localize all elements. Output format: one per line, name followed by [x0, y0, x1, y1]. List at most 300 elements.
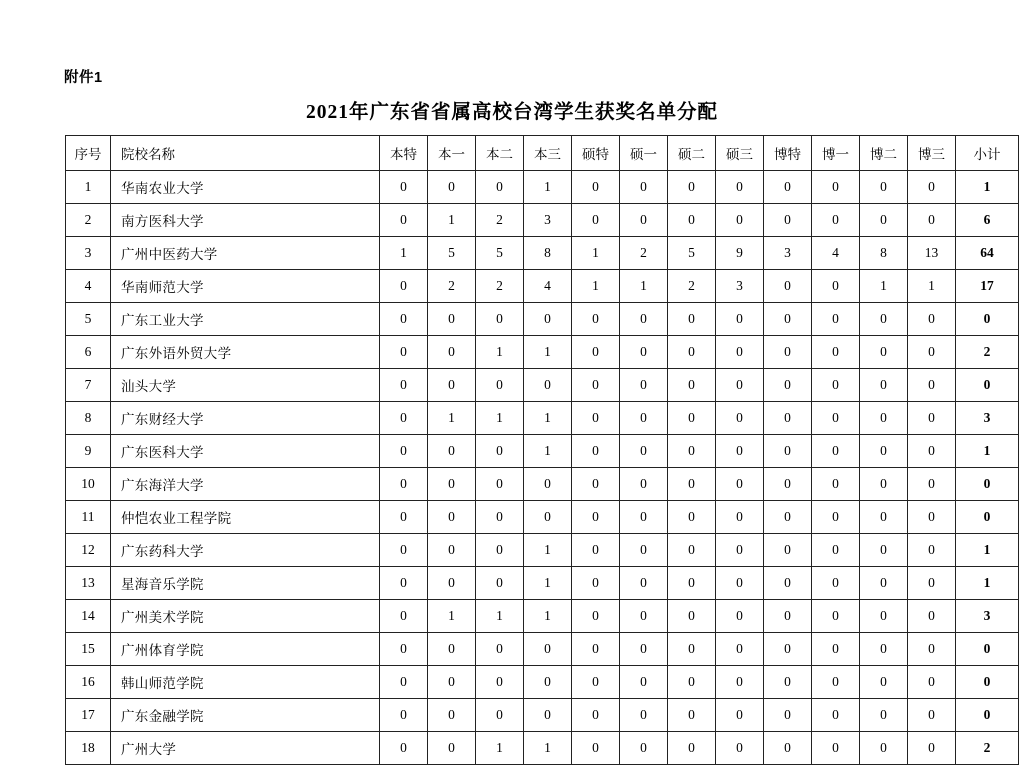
count-cell: 0: [764, 699, 812, 732]
table-row: [66, 336, 1019, 369]
count-cell: 0: [476, 303, 524, 336]
table-row: [66, 369, 1019, 402]
count-cell: 5: [428, 237, 476, 270]
count-cell: 0: [428, 567, 476, 600]
count-cell: 0: [812, 171, 860, 204]
count-cell: 0: [908, 534, 956, 567]
count-cell: 0: [716, 600, 764, 633]
count-cell: 0: [572, 468, 620, 501]
table-column-header: 硕二: [668, 136, 716, 171]
count-cell: 0: [524, 468, 572, 501]
count-cell: 0: [860, 468, 908, 501]
count-cell: 1: [476, 402, 524, 435]
count-cell: 0: [668, 369, 716, 402]
count-cell: 3: [764, 237, 812, 270]
count-cell: 0: [572, 435, 620, 468]
count-cell: 0: [476, 369, 524, 402]
row-index-cell: 9: [66, 435, 111, 468]
count-cell: 0: [476, 666, 524, 699]
row-total-cell: 0: [956, 666, 1019, 699]
count-cell: 0: [476, 699, 524, 732]
count-cell: 0: [620, 369, 668, 402]
count-cell: 0: [716, 732, 764, 765]
count-cell: 0: [428, 534, 476, 567]
count-cell: 0: [716, 435, 764, 468]
table-column-header: 硕三: [716, 136, 764, 171]
count-cell: 0: [908, 501, 956, 534]
count-cell: 0: [572, 666, 620, 699]
count-cell: 1: [620, 270, 668, 303]
count-cell: 0: [812, 732, 860, 765]
table-row: [66, 732, 1019, 765]
count-cell: 0: [380, 666, 428, 699]
count-cell: 0: [380, 501, 428, 534]
count-cell: 0: [572, 303, 620, 336]
count-cell: 0: [764, 270, 812, 303]
count-cell: 0: [908, 732, 956, 765]
count-cell: 0: [428, 633, 476, 666]
count-cell: 0: [716, 369, 764, 402]
count-cell: 0: [620, 303, 668, 336]
row-total-cell: 0: [956, 369, 1019, 402]
count-cell: 1: [428, 402, 476, 435]
count-cell: 0: [908, 303, 956, 336]
count-cell: 0: [572, 402, 620, 435]
count-cell: 0: [668, 468, 716, 501]
count-cell: 0: [668, 303, 716, 336]
count-cell: 0: [716, 171, 764, 204]
count-cell: 0: [764, 567, 812, 600]
count-cell: 3: [524, 204, 572, 237]
table-header-row: [66, 136, 1019, 171]
count-cell: 0: [380, 699, 428, 732]
count-cell: 0: [812, 699, 860, 732]
count-cell: 1: [524, 534, 572, 567]
count-cell: 0: [524, 666, 572, 699]
count-cell: 0: [908, 600, 956, 633]
count-cell: 0: [620, 402, 668, 435]
count-cell: 0: [380, 600, 428, 633]
count-cell: 0: [860, 171, 908, 204]
count-cell: 0: [572, 534, 620, 567]
count-cell: 0: [428, 501, 476, 534]
count-cell: 2: [428, 270, 476, 303]
count-cell: 0: [476, 468, 524, 501]
count-cell: 1: [380, 237, 428, 270]
count-cell: 0: [860, 567, 908, 600]
count-cell: 4: [812, 237, 860, 270]
count-cell: 0: [716, 666, 764, 699]
count-cell: 0: [380, 732, 428, 765]
count-cell: 3: [716, 270, 764, 303]
school-name-cell: 广东外语外贸大学: [111, 336, 380, 369]
count-cell: 0: [812, 270, 860, 303]
school-name-cell: 广州大学: [111, 732, 380, 765]
count-cell: 0: [380, 303, 428, 336]
table-row: [66, 534, 1019, 567]
count-cell: 0: [380, 171, 428, 204]
count-cell: 0: [764, 171, 812, 204]
count-cell: 0: [812, 369, 860, 402]
row-total-cell: 1: [956, 567, 1019, 600]
count-cell: 0: [668, 600, 716, 633]
count-cell: 0: [428, 435, 476, 468]
table-header: [66, 136, 1019, 171]
table-column-header: 硕一: [620, 136, 668, 171]
row-index-cell: 7: [66, 369, 111, 402]
table-body: [66, 171, 1019, 765]
count-cell: 0: [620, 699, 668, 732]
count-cell: 0: [908, 699, 956, 732]
count-cell: 0: [524, 369, 572, 402]
count-cell: 0: [476, 501, 524, 534]
count-cell: 0: [908, 171, 956, 204]
count-cell: 0: [620, 501, 668, 534]
count-cell: 0: [764, 468, 812, 501]
table-row: [66, 600, 1019, 633]
count-cell: 0: [428, 336, 476, 369]
table-row: [66, 270, 1019, 303]
count-cell: 0: [860, 369, 908, 402]
count-cell: 0: [668, 732, 716, 765]
count-cell: 0: [716, 501, 764, 534]
count-cell: 0: [620, 468, 668, 501]
row-total-cell: 1: [956, 534, 1019, 567]
school-name-cell: 广东财经大学: [111, 402, 380, 435]
count-cell: 0: [380, 534, 428, 567]
count-cell: 5: [668, 237, 716, 270]
count-cell: 0: [572, 501, 620, 534]
count-cell: 0: [764, 369, 812, 402]
count-cell: 0: [620, 534, 668, 567]
table-column-header: 小计: [956, 136, 1019, 171]
count-cell: 0: [524, 699, 572, 732]
count-cell: 0: [764, 732, 812, 765]
count-cell: 0: [620, 336, 668, 369]
school-name-cell: 广东药科大学: [111, 534, 380, 567]
row-index-cell: 6: [66, 336, 111, 369]
count-cell: 0: [380, 633, 428, 666]
count-cell: 0: [620, 435, 668, 468]
count-cell: 0: [572, 567, 620, 600]
count-cell: 1: [524, 171, 572, 204]
count-cell: 0: [860, 600, 908, 633]
count-cell: 1: [476, 600, 524, 633]
count-cell: 1: [476, 336, 524, 369]
count-cell: 0: [428, 666, 476, 699]
count-cell: 0: [476, 534, 524, 567]
count-cell: 0: [860, 699, 908, 732]
count-cell: 0: [524, 633, 572, 666]
count-cell: 0: [620, 633, 668, 666]
row-index-cell: 14: [66, 600, 111, 633]
count-cell: 0: [812, 567, 860, 600]
row-index-cell: 5: [66, 303, 111, 336]
count-cell: 0: [908, 435, 956, 468]
row-index-cell: 3: [66, 237, 111, 270]
count-cell: 0: [860, 435, 908, 468]
count-cell: 0: [764, 600, 812, 633]
count-cell: 0: [908, 666, 956, 699]
school-name-cell: 仲恺农业工程学院: [111, 501, 380, 534]
table-column-header: 本二: [476, 136, 524, 171]
count-cell: 0: [860, 534, 908, 567]
count-cell: 0: [524, 303, 572, 336]
count-cell: 0: [572, 204, 620, 237]
count-cell: 2: [476, 204, 524, 237]
count-cell: 2: [668, 270, 716, 303]
row-index-cell: 12: [66, 534, 111, 567]
row-total-cell: 6: [956, 204, 1019, 237]
school-name-cell: 韩山师范学院: [111, 666, 380, 699]
school-name-cell: 华南师范大学: [111, 270, 380, 303]
count-cell: 0: [668, 699, 716, 732]
table-row: [66, 633, 1019, 666]
count-cell: 0: [476, 171, 524, 204]
count-cell: 9: [716, 237, 764, 270]
school-name-cell: 广州美术学院: [111, 600, 380, 633]
count-cell: 0: [572, 336, 620, 369]
table-row: [66, 303, 1019, 336]
count-cell: 0: [812, 402, 860, 435]
count-cell: 0: [812, 468, 860, 501]
count-cell: 0: [668, 666, 716, 699]
count-cell: 0: [668, 336, 716, 369]
count-cell: 0: [764, 501, 812, 534]
count-cell: 0: [620, 567, 668, 600]
count-cell: 0: [428, 732, 476, 765]
count-cell: 0: [860, 666, 908, 699]
count-cell: 0: [716, 699, 764, 732]
count-cell: 0: [668, 435, 716, 468]
table-column-header: 硕特: [572, 136, 620, 171]
count-cell: 0: [380, 402, 428, 435]
count-cell: 0: [860, 402, 908, 435]
count-cell: 0: [380, 567, 428, 600]
count-cell: 0: [572, 369, 620, 402]
school-name-cell: 南方医科大学: [111, 204, 380, 237]
count-cell: 0: [812, 336, 860, 369]
table-row: [66, 204, 1019, 237]
count-cell: 13: [908, 237, 956, 270]
count-cell: 0: [428, 171, 476, 204]
count-cell: 1: [476, 732, 524, 765]
table-row: [66, 402, 1019, 435]
row-index-cell: 17: [66, 699, 111, 732]
count-cell: 1: [860, 270, 908, 303]
row-index-cell: 10: [66, 468, 111, 501]
row-total-cell: 1: [956, 435, 1019, 468]
count-cell: 5: [476, 237, 524, 270]
count-cell: 0: [428, 468, 476, 501]
count-cell: 0: [812, 633, 860, 666]
count-cell: 0: [764, 204, 812, 237]
page-title: 2021年广东省省属高校台湾学生获奖名单分配: [305, 102, 718, 123]
row-index-cell: 4: [66, 270, 111, 303]
count-cell: 1: [524, 600, 572, 633]
count-cell: 0: [572, 633, 620, 666]
count-cell: 0: [428, 369, 476, 402]
count-cell: 0: [764, 633, 812, 666]
count-cell: 0: [716, 336, 764, 369]
row-total-cell: 2: [956, 732, 1019, 765]
count-cell: 0: [428, 699, 476, 732]
count-cell: 0: [380, 270, 428, 303]
count-cell: 0: [812, 666, 860, 699]
count-cell: 0: [668, 402, 716, 435]
table-column-header: 本一: [428, 136, 476, 171]
count-cell: 1: [572, 237, 620, 270]
count-cell: 8: [860, 237, 908, 270]
count-cell: 1: [908, 270, 956, 303]
count-cell: 0: [908, 369, 956, 402]
row-total-cell: 0: [956, 303, 1019, 336]
count-cell: 0: [620, 666, 668, 699]
count-cell: 2: [476, 270, 524, 303]
count-cell: 0: [572, 732, 620, 765]
row-total-cell: 64: [956, 237, 1019, 270]
count-cell: 0: [908, 336, 956, 369]
row-total-cell: 17: [956, 270, 1019, 303]
table-row: [66, 666, 1019, 699]
table-column-header: 博一: [812, 136, 860, 171]
school-name-cell: 广东工业大学: [111, 303, 380, 336]
table-column-header: 博三: [908, 136, 956, 171]
count-cell: 0: [812, 600, 860, 633]
count-cell: 1: [572, 270, 620, 303]
count-cell: 0: [812, 204, 860, 237]
count-cell: 0: [380, 204, 428, 237]
count-cell: 0: [620, 600, 668, 633]
count-cell: 1: [524, 402, 572, 435]
count-cell: 0: [860, 732, 908, 765]
count-cell: 0: [764, 336, 812, 369]
count-cell: 1: [428, 204, 476, 237]
count-cell: 0: [812, 435, 860, 468]
count-cell: 0: [908, 468, 956, 501]
count-cell: 0: [908, 402, 956, 435]
count-cell: 0: [620, 171, 668, 204]
count-cell: 0: [812, 534, 860, 567]
count-cell: 1: [524, 567, 572, 600]
count-cell: 0: [572, 171, 620, 204]
table-row: [66, 435, 1019, 468]
count-cell: 0: [476, 633, 524, 666]
count-cell: 0: [860, 501, 908, 534]
school-name-cell: 广东医科大学: [111, 435, 380, 468]
table-row: [66, 468, 1019, 501]
count-cell: 1: [428, 600, 476, 633]
table-column-header: 本特: [380, 136, 428, 171]
table-column-header: 序号: [66, 136, 111, 171]
row-total-cell: 0: [956, 699, 1019, 732]
count-cell: 0: [380, 435, 428, 468]
count-cell: 0: [764, 303, 812, 336]
table-column-header: 院校名称: [111, 136, 380, 171]
count-cell: 0: [380, 369, 428, 402]
count-cell: 0: [428, 303, 476, 336]
count-cell: 0: [764, 435, 812, 468]
table-row: [66, 501, 1019, 534]
count-cell: 0: [716, 534, 764, 567]
count-cell: 0: [908, 567, 956, 600]
count-cell: 0: [476, 435, 524, 468]
count-cell: 1: [524, 336, 572, 369]
count-cell: 0: [476, 567, 524, 600]
count-cell: 0: [572, 699, 620, 732]
count-cell: 0: [716, 567, 764, 600]
count-cell: 0: [668, 567, 716, 600]
row-index-cell: 1: [66, 171, 111, 204]
school-name-cell: 广东金融学院: [111, 699, 380, 732]
count-cell: 0: [764, 402, 812, 435]
row-index-cell: 15: [66, 633, 111, 666]
table-column-header: 博二: [860, 136, 908, 171]
count-cell: 0: [764, 666, 812, 699]
count-cell: 0: [668, 204, 716, 237]
attachment-label: 附件1: [64, 70, 103, 86]
count-cell: 0: [620, 204, 668, 237]
count-cell: 0: [764, 534, 812, 567]
award-allocation-table: [65, 135, 1019, 765]
school-name-cell: 华南农业大学: [111, 171, 380, 204]
count-cell: 0: [716, 204, 764, 237]
table-column-header: 本三: [524, 136, 572, 171]
row-index-cell: 11: [66, 501, 111, 534]
row-total-cell: 2: [956, 336, 1019, 369]
row-total-cell: 0: [956, 501, 1019, 534]
count-cell: 0: [380, 336, 428, 369]
count-cell: 0: [860, 633, 908, 666]
table-row: [66, 567, 1019, 600]
count-cell: 4: [524, 270, 572, 303]
count-cell: 0: [860, 336, 908, 369]
award-allocation-table-wrapper: [65, 135, 1001, 765]
count-cell: 0: [716, 468, 764, 501]
count-cell: 0: [668, 633, 716, 666]
table-column-header: 博特: [764, 136, 812, 171]
count-cell: 0: [668, 171, 716, 204]
school-name-cell: 汕头大学: [111, 369, 380, 402]
row-total-cell: 3: [956, 600, 1019, 633]
count-cell: 0: [908, 633, 956, 666]
table-row: [66, 237, 1019, 270]
school-name-cell: 星海音乐学院: [111, 567, 380, 600]
row-total-cell: 0: [956, 468, 1019, 501]
count-cell: 0: [908, 204, 956, 237]
count-cell: 0: [620, 732, 668, 765]
count-cell: 0: [812, 303, 860, 336]
count-cell: 2: [620, 237, 668, 270]
count-cell: 1: [524, 732, 572, 765]
count-cell: 0: [812, 501, 860, 534]
row-total-cell: 3: [956, 402, 1019, 435]
count-cell: 0: [668, 501, 716, 534]
count-cell: 0: [716, 402, 764, 435]
table-row: [66, 171, 1019, 204]
count-cell: 0: [860, 303, 908, 336]
row-index-cell: 13: [66, 567, 111, 600]
count-cell: 0: [524, 501, 572, 534]
table-row: [66, 699, 1019, 732]
count-cell: 0: [860, 204, 908, 237]
row-total-cell: 1: [956, 171, 1019, 204]
row-index-cell: 8: [66, 402, 111, 435]
school-name-cell: 广州中医药大学: [111, 237, 380, 270]
count-cell: 0: [572, 600, 620, 633]
row-index-cell: 16: [66, 666, 111, 699]
count-cell: 0: [716, 303, 764, 336]
